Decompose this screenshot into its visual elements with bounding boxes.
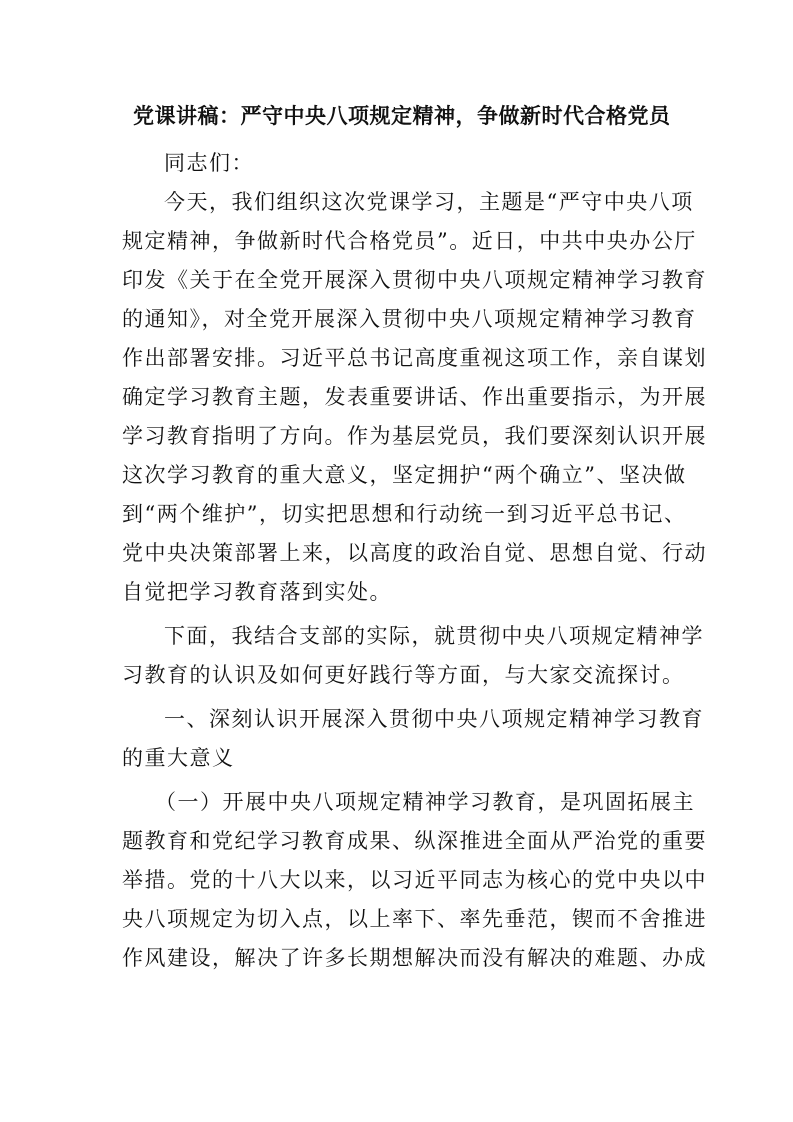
paragraph-line: 央八项规定为切入点，以上率下、率先垂范，锲而不舍推进: [122, 907, 707, 931]
document-title: 党课讲稿：严守中央八项规定精神，争做新时代合格党员: [133, 103, 671, 128]
paragraph-line: 印发《关于在全党开展深入贯彻中央八项规定精神学习教育: [122, 268, 707, 292]
paragraph-line: 今天，我们组织这次党课学习，主题是“严守中央八项: [164, 190, 694, 214]
paragraph-line: 规定精神，争做新时代合格党员”。近日，中共中央办公厅: [122, 229, 697, 253]
paragraph-line: 习教育的认识及如何更好践行等方面，与大家交流探讨。: [122, 663, 685, 687]
paragraph-line: 的通知》，对全党开展深入贯彻中央八项规定精神学习教育: [122, 307, 697, 331]
paragraph-line: 作风建设，解决了许多长期想解决而没有解决的难题、办成: [122, 946, 707, 970]
paragraph-line: 作出部署安排。习近平总书记高度重视这项工作，亲自谋划: [122, 346, 707, 370]
paragraph-line: 举措。党的十八大以来，以习近平同志为核心的党中央以中: [122, 868, 707, 892]
paragraph-line: 学习教育指明了方向。作为基层党员，我们要深刻认识开展: [122, 424, 707, 448]
paragraph-line: 下面，我结合支部的实际，就贯彻中央八项规定精神学: [164, 624, 704, 648]
section-heading: 一、深刻认识开展深入贯彻中央八项规定精神学习教育: [164, 707, 704, 731]
paragraph-line: 这次学习教育的重大意义，坚定拥护“两个确立”、坚决做: [122, 463, 687, 487]
salutation: 同志们：: [164, 151, 254, 175]
paragraph-line: 自觉把学习教育落到实处。: [122, 580, 392, 604]
paragraph-line: 到“两个维护”，切实把思想和行动统一到习近平总书记、: [122, 502, 687, 526]
paragraph-line: 确定学习教育主题，发表重要讲话、作出重要指示，为开展: [122, 385, 707, 409]
paragraph-line: 题教育和党纪学习教育成果、纵深推进全面从严治党的重要: [122, 829, 707, 853]
paragraph-line: 党中央决策部署上来，以高度的政治自觉、思想自觉、行动: [122, 541, 707, 565]
paragraph-line: （一）开展中央八项规定精神学习教育，是巩固拓展主: [155, 790, 695, 814]
section-heading: 的重大意义: [122, 746, 235, 770]
